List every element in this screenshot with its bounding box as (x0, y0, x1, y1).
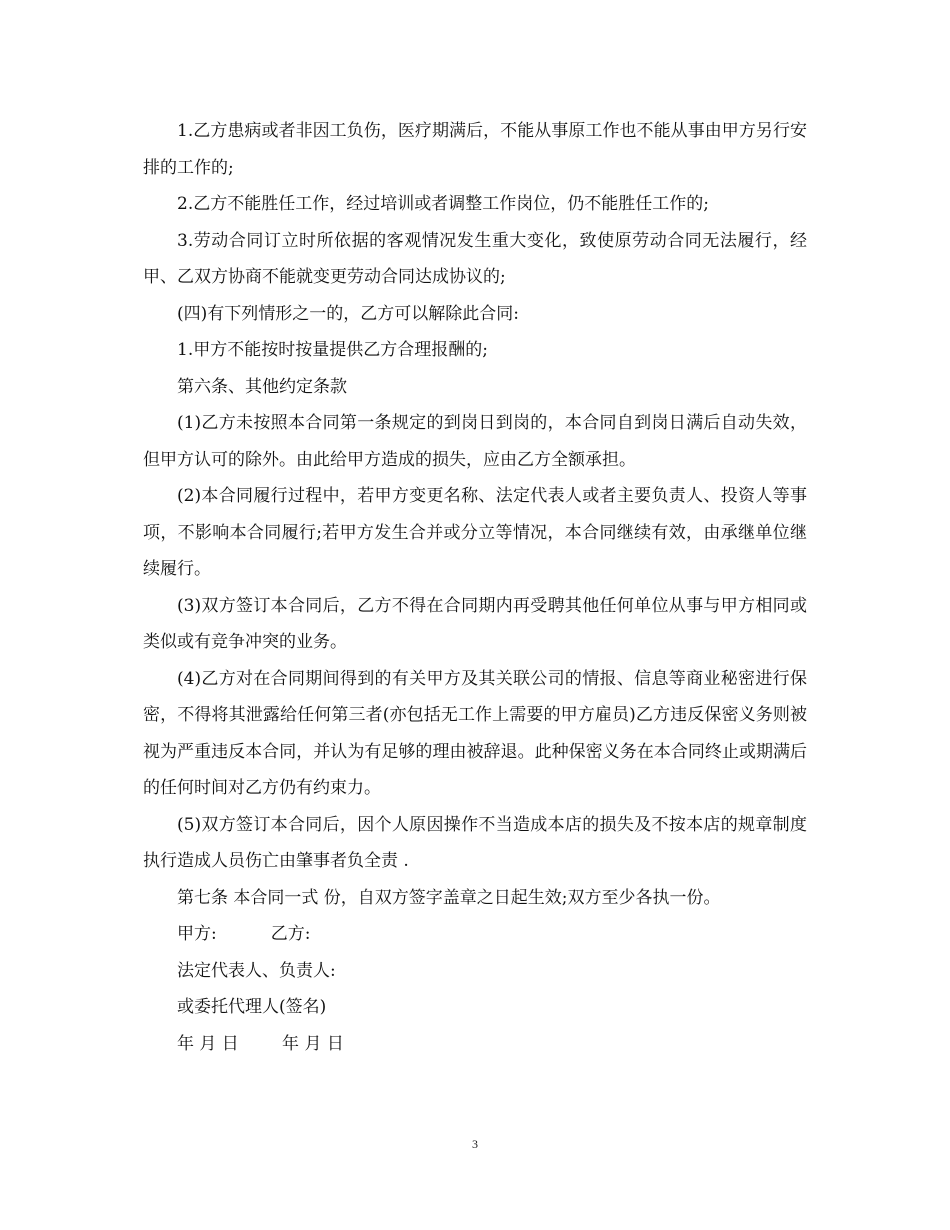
clause-paragraph: (3)双方签订本合同后，乙方不得在合同期内再受聘其他任何单位从事与甲方相同或类似或有竞争冲突的业务。 (143, 595, 807, 652)
clause-paragraph: 2.乙方不能胜任工作，经过培训或者调整工作岗位，仍不能胜任工作的; (177, 194, 709, 214)
clause-paragraph: (四)有下列情形之一的，乙方可以解除此合同: (177, 303, 519, 324)
page-number: 3 (472, 1137, 478, 1151)
clause-paragraph: 1.乙方患病或者非因工负伤，医疗期满后，不能从事原工作也不能从事由甲方另行安排的工作的; (143, 121, 807, 178)
clause-paragraph: 1.甲方不能按时按量提供乙方合理报酬的; (177, 340, 488, 360)
document-body (143, 113, 807, 1062)
signature-parties: 甲方: 乙方: (177, 924, 311, 944)
signature-agent: 或委托代理人(签名) (177, 997, 327, 1017)
clause-paragraph: 3.劳动合同订立时所依据的客观情况发生重大变化，致使原劳动合同无法履行，经甲、乙双方协商不能就变更劳动合同达成协议的; (143, 230, 807, 287)
clause-paragraph: (2)本合同履行过程中，若甲方变更名称、法定代表人或者主要负责人、投资人等事项，不影响本合同履行;若甲方发生合并或分立等情况，本合同继续有效，由承继单位继续履行。 (143, 486, 807, 579)
clause-paragraph: (4)乙方对在合同期间得到的有关甲方及其关联公司的情报、信息等商业秘密进行保密，不得将其泄露给任何第三者(亦包括无工作上需要的甲方雇员)乙方违反保密义务则被视为严重违反本合同，并认为有足够的理由被辞退。此种保密义务在本合同终止或期满后的任何时间对乙方仍有约束力。 (143, 668, 807, 798)
clause-paragraph: (1)乙方未按照本合同第一条规定的到岗日到岗的，本合同自到岗日满后自动失效，但甲方认可的除外。由此给甲方造成的损失，应由乙方全额承担。 (143, 413, 807, 470)
article-paragraph: 第七条 本合同一式 份，自双方签字盖章之日起生效;双方至少各执一份。 (177, 887, 721, 908)
article-heading: 第六条、其他约定条款 (177, 376, 347, 397)
signature-representative: 法定代表人、负责人: (177, 960, 336, 981)
clause-paragraph: (5)双方签订本合同后，因个人原因操作不当造成本店的损失及不按本店的规章制度执行造成人员伤亡由肇事者负全责 . (143, 814, 807, 871)
signature-dates: 年 月 日 年 月 日 (177, 1033, 344, 1054)
